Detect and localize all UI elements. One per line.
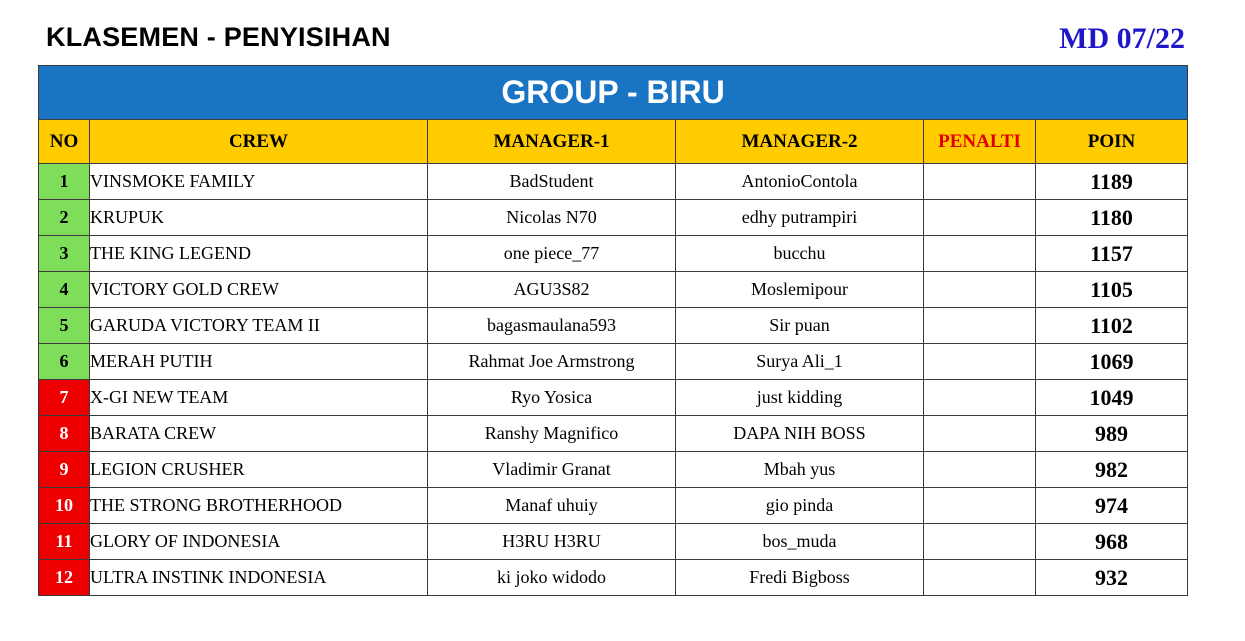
points-cell: 1049 bbox=[1036, 380, 1188, 416]
crew-name-cell: KRUPUK bbox=[90, 200, 428, 236]
crew-name-cell: THE KING LEGEND bbox=[90, 236, 428, 272]
manager-2-cell: bos_muda bbox=[676, 524, 924, 560]
column-header-no: NO bbox=[39, 120, 90, 164]
penalti-cell bbox=[924, 344, 1036, 380]
manager-2-cell: Moslemipour bbox=[676, 272, 924, 308]
table-row bbox=[39, 380, 1188, 416]
crew-name-cell: MERAH PUTIH bbox=[90, 344, 428, 380]
table-row bbox=[39, 488, 1188, 524]
rank-cell: 1 bbox=[39, 164, 90, 200]
column-header-row bbox=[39, 120, 1188, 164]
penalti-cell bbox=[924, 236, 1036, 272]
manager-2-cell: DAPA NIH BOSS bbox=[676, 416, 924, 452]
crew-name-cell: LEGION CRUSHER bbox=[90, 452, 428, 488]
penalti-cell bbox=[924, 416, 1036, 452]
penalti-cell bbox=[924, 524, 1036, 560]
rank-cell: 9 bbox=[39, 452, 90, 488]
table-row bbox=[39, 236, 1188, 272]
points-cell: 932 bbox=[1036, 560, 1188, 596]
manager-2-cell: Mbah yus bbox=[676, 452, 924, 488]
penalti-cell bbox=[924, 560, 1036, 596]
points-cell: 1102 bbox=[1036, 308, 1188, 344]
points-cell: 1157 bbox=[1036, 236, 1188, 272]
standings-table bbox=[38, 65, 1188, 596]
points-cell: 1189 bbox=[1036, 164, 1188, 200]
crew-name-cell: ULTRA INSTINK INDONESIA bbox=[90, 560, 428, 596]
manager-1-cell: Manaf uhuiy bbox=[428, 488, 676, 524]
manager-1-cell: ki joko widodo bbox=[428, 560, 676, 596]
manager-1-cell: Ryo Yosica bbox=[428, 380, 676, 416]
manager-1-cell: Ranshy Magnifico bbox=[428, 416, 676, 452]
penalti-cell bbox=[924, 164, 1036, 200]
rank-cell: 2 bbox=[39, 200, 90, 236]
table-row bbox=[39, 164, 1188, 200]
manager-1-cell: bagasmaulana593 bbox=[428, 308, 676, 344]
table-row bbox=[39, 272, 1188, 308]
crew-name-cell: THE STRONG BROTHERHOOD bbox=[90, 488, 428, 524]
rank-cell: 3 bbox=[39, 236, 90, 272]
rank-cell: 6 bbox=[39, 344, 90, 380]
table-row bbox=[39, 344, 1188, 380]
points-cell: 1105 bbox=[1036, 272, 1188, 308]
column-header-poin: POIN bbox=[1036, 120, 1188, 164]
group-title: GROUP - BIRU bbox=[39, 66, 1188, 120]
rank-cell: 10 bbox=[39, 488, 90, 524]
points-cell: 974 bbox=[1036, 488, 1188, 524]
crew-name-cell: VICTORY GOLD CREW bbox=[90, 272, 428, 308]
rank-cell: 5 bbox=[39, 308, 90, 344]
manager-1-cell: Vladimir Granat bbox=[428, 452, 676, 488]
penalti-cell bbox=[924, 308, 1036, 344]
crew-name-cell: GLORY OF INDONESIA bbox=[90, 524, 428, 560]
manager-1-cell: AGU3S82 bbox=[428, 272, 676, 308]
manager-1-cell: one piece_77 bbox=[428, 236, 676, 272]
group-banner-row bbox=[39, 66, 1188, 120]
manager-2-cell: Fredi Bigboss bbox=[676, 560, 924, 596]
matchday-label: MD 07/22 bbox=[1059, 22, 1185, 55]
manager-2-cell: bucchu bbox=[676, 236, 924, 272]
rank-cell: 7 bbox=[39, 380, 90, 416]
points-cell: 982 bbox=[1036, 452, 1188, 488]
manager-2-cell: Sir puan bbox=[676, 308, 924, 344]
penalti-cell bbox=[924, 380, 1036, 416]
manager-2-cell: gio pinda bbox=[676, 488, 924, 524]
crew-name-cell: VINSMOKE FAMILY bbox=[90, 164, 428, 200]
column-header-manager-1: MANAGER-1 bbox=[428, 120, 676, 164]
rank-cell: 11 bbox=[39, 524, 90, 560]
page-title: KLASEMEN - PENYISIHAN bbox=[46, 22, 391, 52]
manager-1-cell: Nicolas N70 bbox=[428, 200, 676, 236]
rank-cell: 8 bbox=[39, 416, 90, 452]
manager-2-cell: Surya Ali_1 bbox=[676, 344, 924, 380]
manager-2-cell: just kidding bbox=[676, 380, 924, 416]
points-cell: 968 bbox=[1036, 524, 1188, 560]
column-header-manager-2: MANAGER-2 bbox=[676, 120, 924, 164]
crew-name-cell: X-GI NEW TEAM bbox=[90, 380, 428, 416]
manager-2-cell: edhy putrampiri bbox=[676, 200, 924, 236]
standings-body bbox=[39, 164, 1188, 596]
column-header-crew: CREW bbox=[90, 120, 428, 164]
penalti-cell bbox=[924, 200, 1036, 236]
penalti-cell bbox=[924, 452, 1036, 488]
table-row bbox=[39, 416, 1188, 452]
table-row bbox=[39, 452, 1188, 488]
rank-cell: 4 bbox=[39, 272, 90, 308]
points-cell: 989 bbox=[1036, 416, 1188, 452]
table-row bbox=[39, 308, 1188, 344]
penalti-cell bbox=[924, 488, 1036, 524]
manager-2-cell: AntonioContola bbox=[676, 164, 924, 200]
manager-1-cell: BadStudent bbox=[428, 164, 676, 200]
table-row bbox=[39, 200, 1188, 236]
manager-1-cell: H3RU H3RU bbox=[428, 524, 676, 560]
points-cell: 1180 bbox=[1036, 200, 1188, 236]
crew-name-cell: BARATA CREW bbox=[90, 416, 428, 452]
rank-cell: 12 bbox=[39, 560, 90, 596]
points-cell: 1069 bbox=[1036, 344, 1188, 380]
penalti-cell bbox=[924, 272, 1036, 308]
table-row bbox=[39, 524, 1188, 560]
column-header-penalti: PENALTI bbox=[924, 120, 1036, 164]
table-row bbox=[39, 560, 1188, 596]
manager-1-cell: Rahmat Joe Armstrong bbox=[428, 344, 676, 380]
crew-name-cell: GARUDA VICTORY TEAM II bbox=[90, 308, 428, 344]
